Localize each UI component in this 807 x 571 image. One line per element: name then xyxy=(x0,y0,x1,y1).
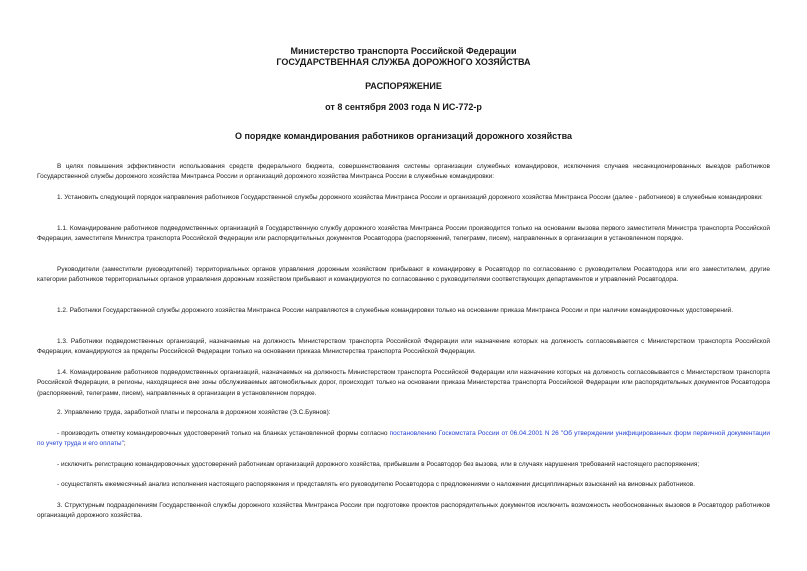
paragraph-1-1: 1.1. Командирование работников подведомственных организаций в Государственную службу дорожного хозяйства Минтранса России производится только на основании вызова первого заместителя Министра транспорта Российской Федерации, заместителя Министра транспорта Российской Федерации или распорядительных документов Росавтодора (распоряжений, телеграмм, писем), направленных в организации в установленном порядке. xyxy=(37,225,770,243)
date-number-heading: от 8 сентября 2003 года N ИС-772-р xyxy=(325,102,482,112)
goskomstat-resolution-link[interactable]: постановлению Госкомстата России от 06.04.2001 N 26 "Об утверждении унифицированных форм первичной документации по учету труда и его оплаты" xyxy=(37,430,770,448)
paragraph-1-3: 1.3. Работники подведомственных организаций, назначаемые на должность Министерством транспорта Российской Федерации или назначение которых на должность согласовывается с Министерством транспорта Российской Федерации, командируются за пределы Российской Федерации только на основании приказа Министерства транспорта Российской Федерации. xyxy=(37,338,770,356)
doc-type-heading: РАСПОРЯЖЕНИЕ xyxy=(365,81,442,91)
document-title: О порядке командирования работников организаций дорожного хозяйства xyxy=(235,131,572,141)
paragraph-2-item-2: - исключить регистрацию командировочных удостоверений работникам организаций дорожного хозяйства, прибывшим в Росавтодор без вызова, или в случаях нарушения требований настоящего распоряжения; xyxy=(57,461,700,468)
paragraph-2-item-1: - производить отметку командировочных удостоверений только на бланках установленной формы согласно постановлению Госкомстата России от 06.04.2001 N 26 "Об утверждении унифицированных форм первичной документации по учету труда и его оплаты"; xyxy=(37,430,770,448)
agency-heading: ГОСУДАРСТВЕННАЯ СЛУЖБА ДОРОЖНОГО ХОЗЯЙСТВА xyxy=(276,57,531,67)
paragraph-3: 3. Структурным подразделениям Государственной службы дорожного хозяйства Минтранса России при подготовке проектов распорядительных документов исключить возможность необоснованных вызовов в Росавтодор работников организаций дорожного хозяйства. xyxy=(37,502,770,520)
paragraph-heads: Руководители (заместители руководителей) территориальных органов управления дорожным хозяйством прибывают в командировку в Росавтодор по согласованию с руководителем Росавтодора или его заместителем, другие категории работников территориальных органов управления дорожным хозяйством прибывают и командируются по согласованию с руководителями соответствующих департаментов и управлений Росавтодора. xyxy=(37,266,770,284)
paragraph-intro: В целях повышения эффективности использования средств федерального бюджета, совершенствования системы организации служебных командировок, исключения случаев несанкционированных выездов работников Государственной службы дорожного хозяйства Минтранса России и организаций дорожного хозяйства Минтранса России в служебные командировки: xyxy=(37,163,770,181)
paragraph-1: 1. Установить следующий порядок направления работников Государственной службы дорожного хозяйства Минтранса России и организаций дорожного хозяйства Минтранса России (далее - работников) в служебные командировки: xyxy=(57,194,763,201)
ministry-heading: Министерство транспорта Российской Федерации xyxy=(290,46,517,56)
paragraph-2: 2. Управлению труда, заработной платы и персонала в дорожном хозяйстве (Э.С.Буянов): xyxy=(57,409,331,416)
paragraph-1-2: 1.2. Работники Государственной службы дорожного хозяйства Минтранса России направляются в служебные командировки только на основании приказа Минтранса России и при наличии командировочных удостоверений. xyxy=(57,307,734,314)
paragraph-2-item-3: - осуществлять ежемесячный анализ исполнения настоящего распоряжения и представлять его руководителю Росавтодора с предложениями о наложении дисциплинарных взысканий на виновных работников. xyxy=(57,481,696,488)
paragraph-1-4: 1.4. Командирование работников подведомственных организаций, назначаемых на должность Министерством транспорта Российской Федерации или назначение которых на должность согласовывается с Министерством транспорта Российской Федерации, в регионы, находящиеся вне зоны обслуживаемых автомобильных дорог, происходит только на основании приказа Министерства транспорта Российской Федерации или распорядительных документов Росавтодора (распоряжений, телеграмм, писем), направленных в организации в установленном порядке. xyxy=(37,369,770,397)
